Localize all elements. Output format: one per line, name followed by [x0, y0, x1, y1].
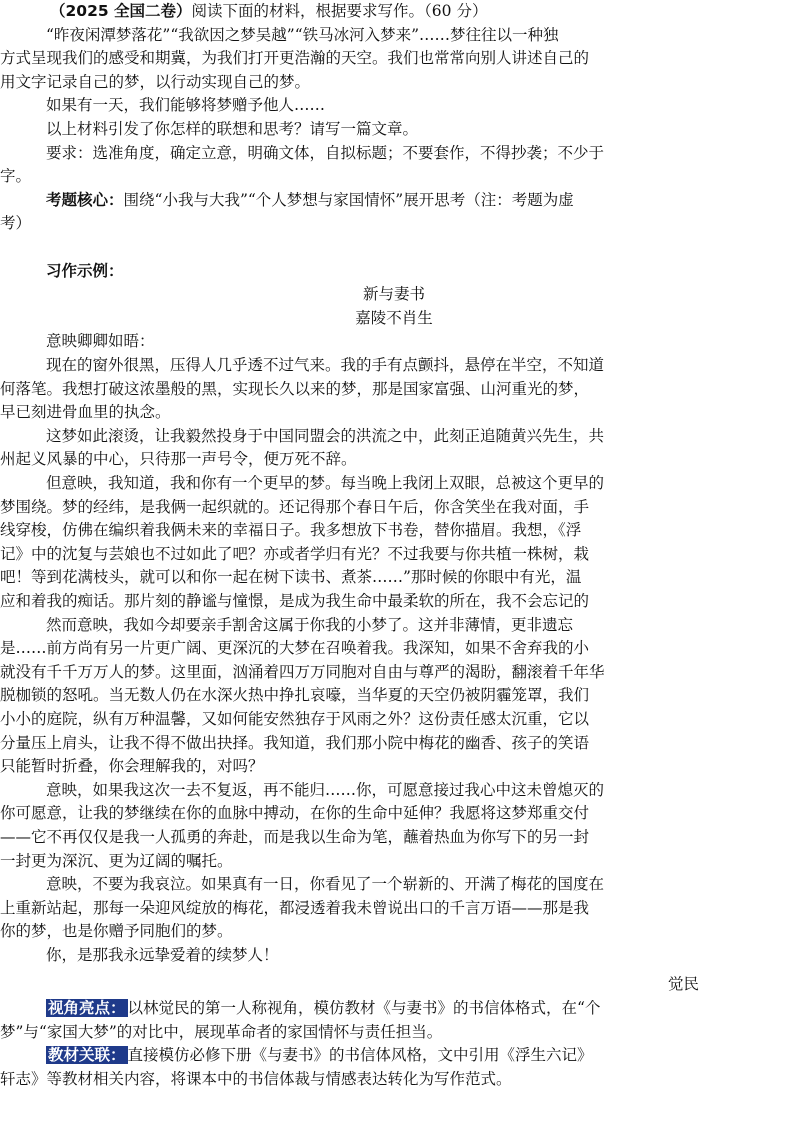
- textbook-line: [46, 1044, 593, 1068]
- essay-line: 你的梦，也是你赠予同胞们的梦。: [0, 922, 233, 941]
- essay-line: 然而意映，我如今却要亲手割舍这属于你我的小梦了。这并非薄情，更非遗忘: [46, 615, 574, 634]
- essay-line: 分量压上肩头，让我不得不做出抉择。我知道，我们那小院中梅花的幽香、孩子的笑语: [0, 733, 590, 752]
- essay-line: 意映，不要为我哀泣。如果真有一日，你看见了一个崭新的、开满了梅花的国度在: [46, 875, 605, 894]
- requirements-line: 字。: [0, 167, 32, 186]
- prompt-heading: [50, 0, 487, 24]
- prompt-line: 用文字记录自己的梦，以行动实现自己的梦。: [0, 72, 311, 91]
- textbook-link-text: 直接模仿必修下册《与妻书》的书信体风格，文中引用《浮生六记》: [127, 1046, 593, 1065]
- prompt-line: “昨夜闲潭梦落花”“我欲因之梦吴越”“铁马冰河入梦来”……梦往往以一种独: [46, 25, 559, 44]
- exam-label: （2025 全国二卷）: [50, 2, 192, 20]
- essay-title: 新与妻书: [362, 285, 425, 304]
- essay-line: 意映，如果我这次一去不复返，再不能归……你，可愿意接过我心中这未曾熄灭的: [46, 780, 605, 799]
- essay-line: 只能暂时折叠，你会理解我的，对吗？: [0, 757, 264, 776]
- essay-line: 线穿梭，仿佛在编织着我俩未来的幸福日子。我多想放下书卷，替你描眉。我想，《浮: [0, 521, 582, 540]
- essay-line: 吧！等到花满枝头，就可以和你一起在树下读书、煮茶……”那时候的你眼中有光，温: [0, 568, 582, 587]
- prompt-line: 以上材料引发了你怎样的联想和思考？请写一篇文章。: [46, 120, 419, 138]
- essay-line: 一封更为深沉、更为辽阔的嘱托。: [0, 851, 233, 870]
- essay-line: 记》中的沈复与芸娘也不过如此了吧？亦或者学归有光？不过我要与你共植一株树，栽: [0, 544, 590, 563]
- essay-line: 梦围绕。梦的经纬，是我俩一起织就的。还记得那个春日午后，你含笑坐在我对面，手: [0, 497, 590, 516]
- essay-line: 上重新站起，那每一朵迎风绽放的梅花，都浸透着我未曾说出口的千言万语——那是我: [0, 898, 590, 917]
- prompt-intro: 阅读下面的材料，根据要求写作。（60 分）: [191, 2, 488, 20]
- view-highlight-text: 以林觉民的第一人称视角，模仿教材《与妻书》的书信体格式，在“个: [127, 999, 601, 1017]
- essay-line: 你可愿意，让我的梦继续在你的血脉中搏动，在你的生命中延伸？我愿将这梦郑重交付: [0, 804, 590, 823]
- core-line: 考）: [0, 214, 32, 233]
- essay-line: ——它不再仅仅是我一人孤勇的奔赴，而是我以生命为笔，蘸着热血为你写下的另一封: [0, 828, 590, 846]
- requirements-line: 要求：选准角度，确定立意，明确文体，自拟标题；不要套作，不得抄袭；不少于: [46, 143, 605, 162]
- essay-line: 应和着我的痴话。那片刻的静谧与憧憬，是成为我生命中最柔软的所在，我不会忘记的: [0, 592, 590, 610]
- essay-line: 是……前方尚有另一片更广阔、更深沉的大梦在召唤着我。我深知，如果不舍弃我的小: [0, 639, 590, 658]
- example-label: 习作示例：: [46, 261, 124, 280]
- core-label: 考题核心：: [46, 190, 124, 209]
- essay-line: 但意映，我知道，我和你有一个更早的梦。每当晚上我闭上双眼，总被这个更早的: [46, 474, 605, 492]
- essay-line: 何落笔。我想打破这浓墨般的黑，实现长久以来的梦，那是国家富强、山河重光的梦，: [0, 379, 590, 398]
- essay-line: 小小的庭院，纵有万种温馨，又如何能安然独存于风雨之外？这份责任感太沉重，它以: [0, 710, 590, 728]
- essay-signature: 觉民: [668, 975, 700, 993]
- prompt-line: 方式呈现我们的感受和期冀，为我们打开更浩瀚的天空。我们也常常向别人讲述自己的: [0, 49, 590, 68]
- essay-line: 你，是那我永远挚爱着的续梦人！: [46, 946, 279, 964]
- essay-line: 就没有千千万万人的梦。这里面，汹涌着四万万同胞对自由与尊严的渴盼，翻滚着千年华: [0, 662, 605, 681]
- essay-salutation: 意映卿卿如晤：: [46, 332, 155, 351]
- essay-line: 脱枷锁的怒吼。当无数人仍在水深火热中挣扎哀嚎，当华夏的天空仍被阴霾笼罩，我们: [0, 686, 590, 705]
- highlight-line: 梦”与“家国大梦”的对比中，展现革命者的家国情怀与责任担当。: [0, 1022, 443, 1041]
- core-text: 围绕“小我与大我”“个人梦想与家国情怀”展开思考（注：考题为虚: [123, 190, 574, 209]
- textbook-line: 轩志》等教材相关内容，将课本中的书信体裁与情感表达转化为写作范式。: [0, 1069, 512, 1088]
- core-line: [46, 189, 574, 213]
- essay-line: 早已刻进骨血里的执念。: [0, 403, 171, 422]
- essay-line: 这梦如此滚烫，让我毅然投身于中国同盟会的洪流之中，此刻正追随黄兴先生，共: [46, 426, 605, 445]
- essay-line: 州起义风暴的中心，只待那一声号令，便万死不辞。: [0, 450, 357, 469]
- essay-author: 嘉陵不肖生: [355, 308, 433, 327]
- highlight-line: [46, 997, 600, 1021]
- essay-line: 现在的窗外很黑，压得人几乎透不过气来。我的手有点颤抖，悬停在半空，不知道: [46, 356, 605, 374]
- prompt-line: 如果有一天，我们能够将梦赠予他人……: [46, 96, 326, 115]
- textbook-link-label: 教材关联：: [48, 1046, 126, 1065]
- view-highlight-label: 视角亮点：: [48, 999, 126, 1017]
